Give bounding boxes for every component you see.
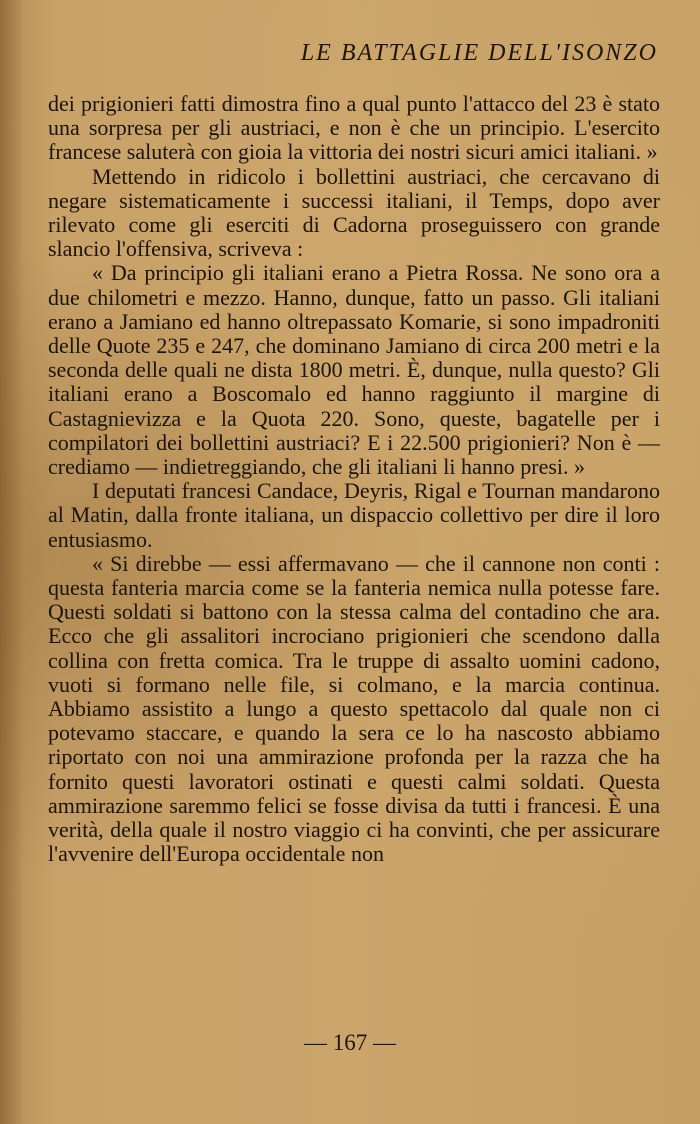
spine-shadow xyxy=(0,0,24,1124)
paragraph-deputati-quote: « Si direbbe — essi affermavano — che il cannone non conti : questa fanteria marcia come se la fanteria nemica nulla potesse fare. Questi soldati si battono con la stessa calma del contadino che ara. Ecco che gli assalitori incrociano prigionieri che scendono dalla collina con fretta comica. Tra le truppe di assalto uomini cadono, vuoti si formano nelle file, si colmano, e la marcia continua. Abbiamo assistito a lungo a questo spettacolo dal quale non ci potevamo staccare, e quando la sera ce lo ha nascosto abbiamo riportato con noi una ammirazione profonda per la razza che ha fornito questi lavoratori ostinati e questi calmi soldati. Questa ammirazione saremmo felici se fosse divisa da tutti i francesi. È una verità, della quale il nostro viaggio ci ha convinti, che per assicurare l'avvenire dell'Europa occidentale non xyxy=(48,550,660,867)
paragraph-temps: Mettendo in ridicolo i bollettini austriaci, che cercavano di negare sistematicamente i successi italiani, il Temps, dopo aver rilevato come gli eserciti di Cadorna proseguissero con grande slancio l'offensiva, scriveva : xyxy=(48,163,660,262)
paragraph-continuation: dei prigionieri fatti dimostra fino a qual punto l'attacco del 23 è stato una sorpresa per gli austriaci, e non è che un principio. L'esercito francese saluterà con gioia la vittoria dei nostri sicuri amici italiani. » xyxy=(48,91,660,165)
running-head: LE BATTAGLIE DELL'ISONZO xyxy=(300,40,658,66)
page-number: — 167 — xyxy=(304,1030,396,1055)
paragraph-temps-quote: « Da principio gli italiani erano a Pietra Rossa. Ne sono ora a due chilometri e mezzo. Hanno, dunque, fatto un passo. Gli italiani erano a Jamiano ed hanno oltrepassato Komarie, si sono impadroniti delle Quote 235 e 247, che dominano Jamiano di circa 200 metri e la seconda delle quali ne dista 1800 metri. È, dunque, nulla questo? Gli italiani erano a Boscomalo ed hanno raggiunto il margine di Castagnievizza e la Quota 220. Sono, queste, bagatelle per i compilatori dei bollettini austriaci? E i 22.500 prigionieri? Non è — crediamo — indietreggiando, che gli italiani li hanno presi. » xyxy=(48,260,660,480)
paragraph-deputati: I deputati francesi Candace, Deyris, Rigal e Tournan mandarono al Matin, dalla fronte italiana, un dispaccio collettivo per dire il loro entusiasmo. xyxy=(48,478,660,552)
body-text xyxy=(48,92,660,867)
